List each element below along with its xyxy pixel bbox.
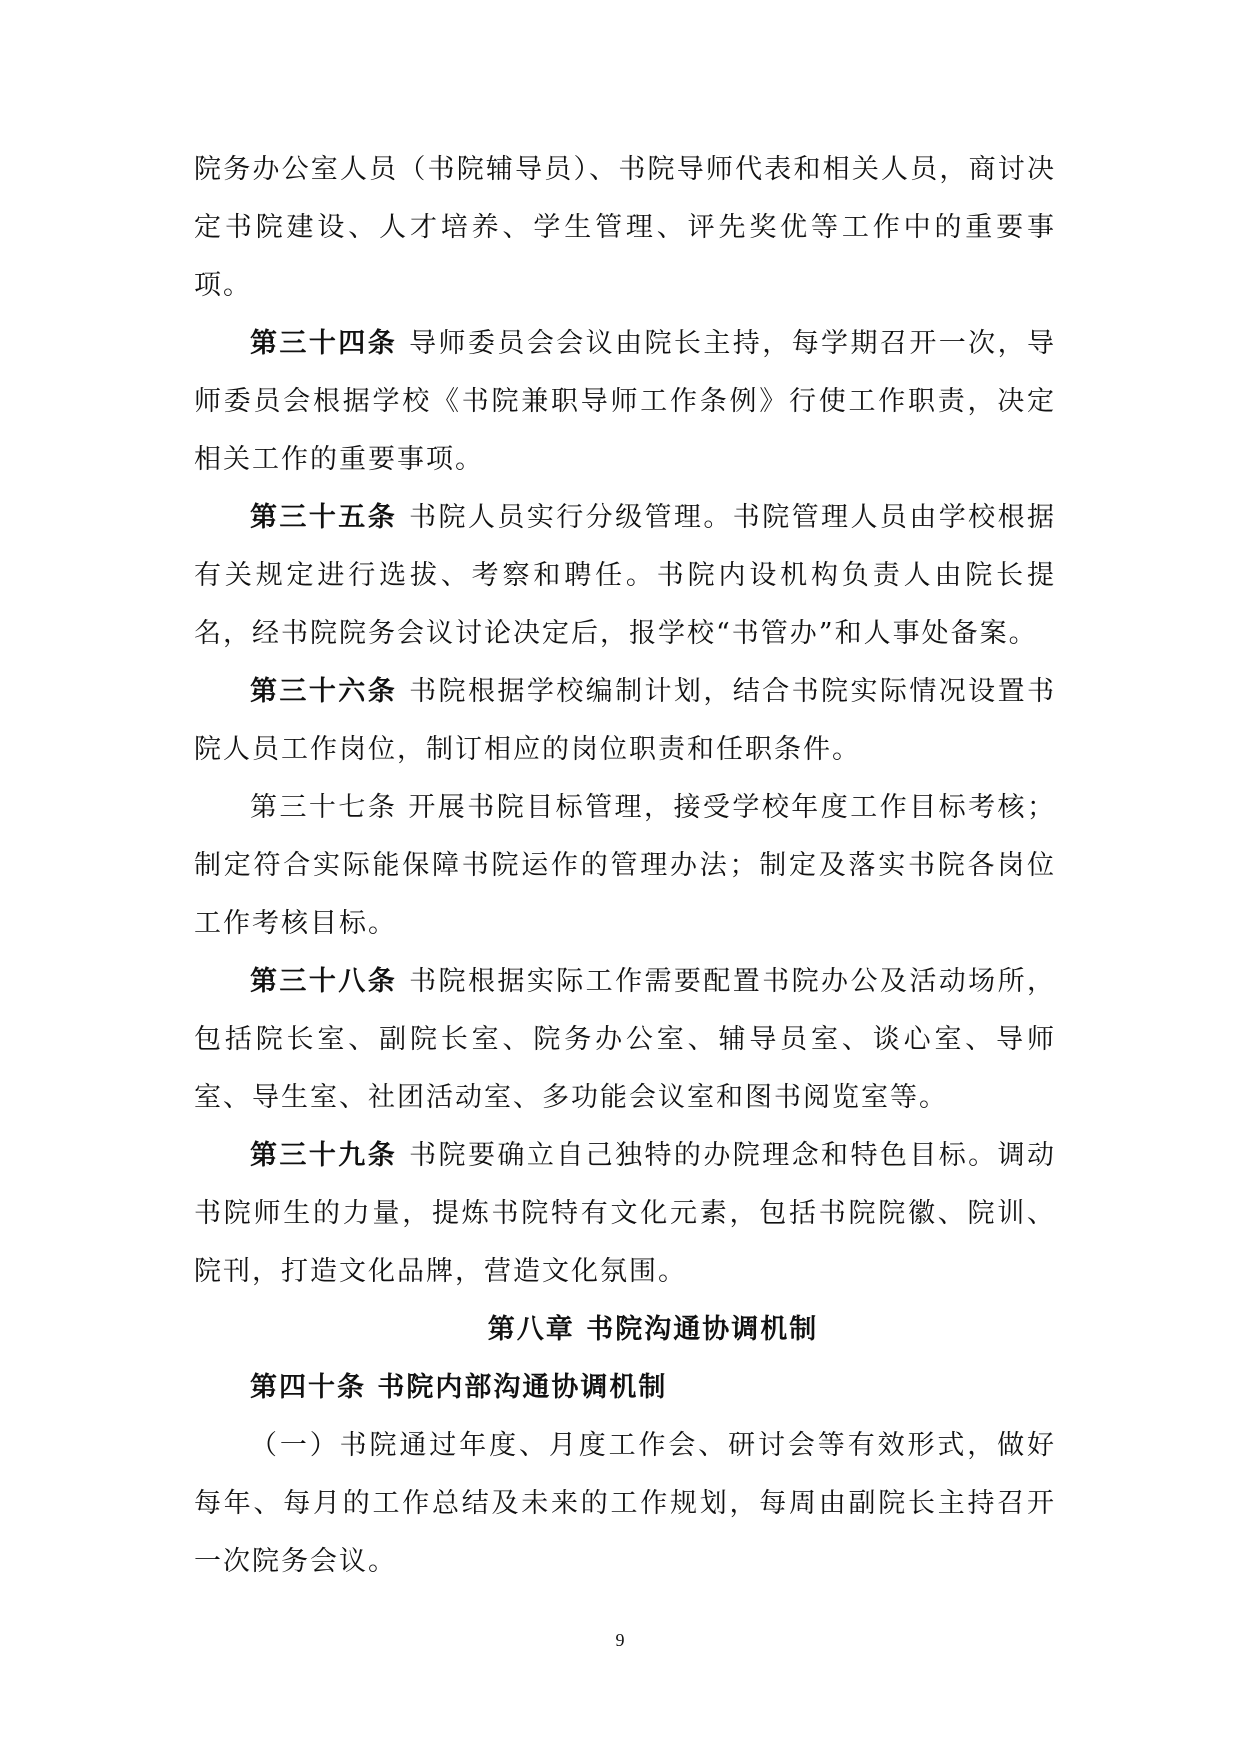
article-number: 第三十四条 xyxy=(250,328,398,359)
article-number: 第三十六条 xyxy=(250,676,398,707)
article-text: 书院要确立自己独特的办院理念和特色目标。调动书院师生的力量，提炼书院特有文化元素，包括书院院徽、院训、院刊，打造文化品牌，营造文化氛围。 xyxy=(194,1140,1057,1287)
item-text: （一）书院通过年度、月度工作会、研讨会等有效形式，做好每年、每月的工作总结及未来的工作规划，每周由副院长主持召开一次院务会议。 xyxy=(194,1430,1056,1577)
article-40-item-1 xyxy=(194,1417,1056,1591)
chapter-title: 第八章 书院沟通协调机制 xyxy=(487,1314,819,1345)
article-text: 书院根据实际工作需要配置书院办公及活动场所，包括院长室、副院长室、院务办公室、辅导员室、谈心室、导师室、导生室、社团活动室、多功能会议室和图书阅览室等。 xyxy=(194,966,1057,1113)
body-text xyxy=(194,141,1056,1591)
article-text: 第三十七条 开展书院目标管理，接受学校年度工作目标考核；制定符合实际能保障书院运作的管理办法；制定及落实书院各岗位工作考核目标。 xyxy=(194,792,1056,939)
article-40-heading: 第四十条 书院内部沟通协调机制 xyxy=(250,1372,668,1403)
paragraph-continuation xyxy=(194,141,1056,315)
page-number: 9 xyxy=(615,1630,625,1650)
article-35 xyxy=(194,489,1056,663)
paragraph-text: 院务办公室人员（书院辅导员）、书院导师代表和相关人员，商讨决定书院建设、人才培养、学生管理、评先奖优等工作中的重要事项。 xyxy=(194,154,1056,301)
article-number: 第三十八条 xyxy=(250,966,398,997)
article-38 xyxy=(194,953,1056,1127)
article-37 xyxy=(194,779,1056,953)
article-text: 书院人员实行分级管理。书院管理人员由学校根据有关规定进行选拔、考察和聘任。书院内设机构负责人由院长提名，经书院院务会议讨论决定后，报学校“书管办”和人事处备案。 xyxy=(194,502,1057,649)
article-number: 第三十五条 xyxy=(250,502,398,533)
article-36 xyxy=(194,663,1056,779)
article-text: 导师委员会会议由院长主持，每学期召开一次，导师委员会根据学校《书院兼职导师工作条例》行使工作职责，决定相关工作的重要事项。 xyxy=(194,328,1057,475)
article-34 xyxy=(194,315,1056,489)
article-39 xyxy=(194,1127,1056,1301)
article-number: 第三十九条 xyxy=(250,1140,398,1171)
article-text: 书院根据学校编制计划，结合书院实际情况设置书院人员工作岗位，制订相应的岗位职责和任职条件。 xyxy=(194,676,1057,765)
